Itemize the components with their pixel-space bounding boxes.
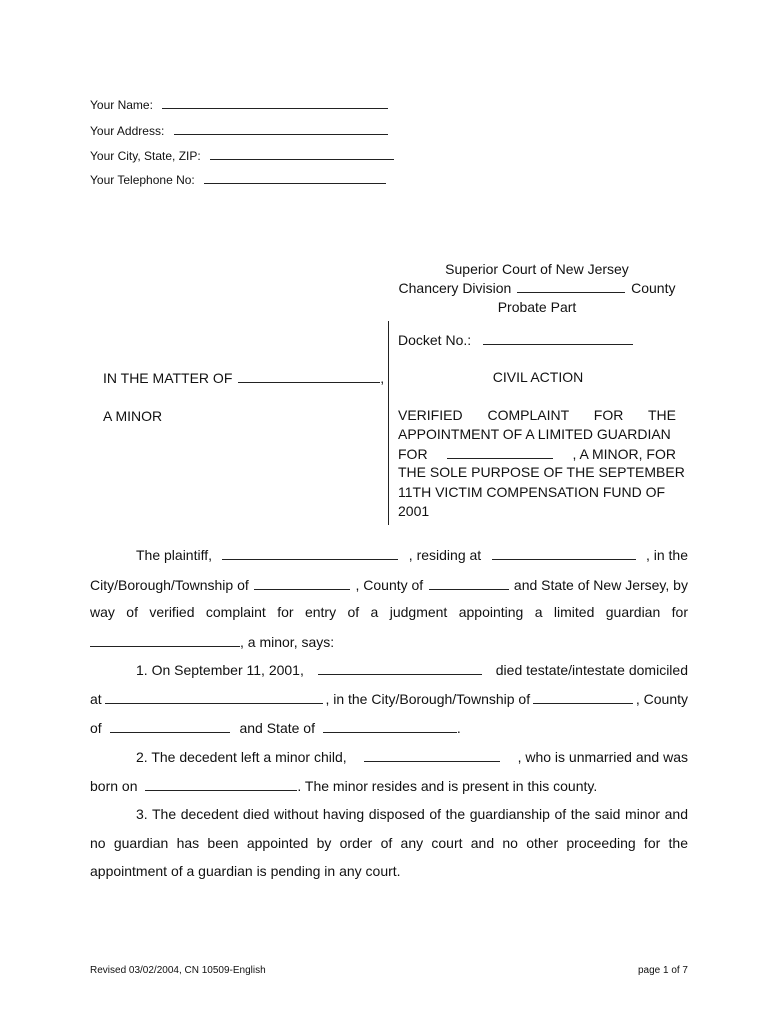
plaintiff-label: The plaintiff, bbox=[136, 547, 213, 563]
decedent-county-field[interactable] bbox=[110, 719, 230, 733]
your-city-row bbox=[90, 148, 394, 164]
minor-name-field[interactable] bbox=[447, 445, 553, 459]
your-phone-field[interactable] bbox=[204, 172, 386, 184]
plaintiff-county-field[interactable] bbox=[429, 576, 509, 590]
caption-divider bbox=[388, 321, 389, 525]
page-number: page 1 of 7 bbox=[637, 965, 688, 976]
your-city-label: Your City, State, ZIP: bbox=[90, 149, 201, 163]
your-name-field[interactable] bbox=[162, 97, 388, 109]
unmarried-label: , who is unmarried and was bbox=[517, 749, 688, 765]
minor-child-field[interactable] bbox=[364, 748, 500, 762]
verified-line-3 bbox=[398, 445, 676, 462]
guardian-minor-field[interactable] bbox=[90, 633, 240, 647]
court-name: Superior Court of New Jersey bbox=[445, 261, 629, 277]
civil-action: CIVIL ACTION bbox=[492, 369, 584, 385]
body-line-2 bbox=[90, 576, 688, 593]
county-field[interactable] bbox=[517, 280, 625, 293]
item-1-line-1 bbox=[136, 661, 688, 678]
item-1-date-label: 1. On September 11, 2001, bbox=[136, 662, 304, 678]
body-line-4 bbox=[90, 633, 334, 650]
decedent-address-field[interactable] bbox=[105, 690, 323, 704]
state-label: and State of New Jersey, by bbox=[513, 577, 688, 593]
at-label: at bbox=[90, 691, 102, 707]
docket-row bbox=[398, 331, 633, 348]
docket-label: Docket No.: bbox=[398, 332, 472, 348]
your-address-field[interactable] bbox=[174, 123, 388, 135]
item-1-line-2 bbox=[90, 690, 688, 707]
period: . bbox=[456, 720, 461, 736]
residing-field[interactable] bbox=[492, 546, 636, 560]
residing-label: , residing at bbox=[408, 547, 482, 563]
in-the-label: , in the bbox=[645, 547, 688, 563]
decedent-county-label: , County bbox=[635, 691, 688, 707]
city-borough-label: City/Borough/Township of bbox=[90, 577, 249, 593]
your-address-row bbox=[90, 123, 388, 139]
division-label: Chancery Division bbox=[398, 280, 512, 296]
item-3-line-1: 3. The decedent died without having disposed of the guardianship of the said minor and bbox=[136, 806, 688, 822]
body-line-1 bbox=[136, 546, 688, 563]
probate-part: Probate Part bbox=[497, 299, 577, 315]
decedent-state-field[interactable] bbox=[323, 719, 457, 733]
your-city-field[interactable] bbox=[210, 148, 394, 160]
minor-child-label: 2. The decedent left a minor child, bbox=[136, 749, 347, 765]
item-2-line-2 bbox=[90, 777, 597, 794]
verified-line-5: 11TH VICTIM COMPENSATION FUND OF bbox=[398, 484, 666, 500]
matter-label: IN THE MATTER OF bbox=[103, 370, 233, 386]
item-2-line-1 bbox=[136, 748, 688, 765]
item-3-line-3: appointment of a guardian is pending in any court. bbox=[90, 863, 401, 879]
died-label: died testate/intestate domiciled bbox=[495, 662, 688, 678]
minor-resides-label: . The minor resides and is present in this county. bbox=[297, 778, 598, 794]
docket-field[interactable] bbox=[483, 331, 633, 345]
your-name-label: Your Name: bbox=[90, 98, 153, 112]
birth-date-field[interactable] bbox=[145, 777, 297, 791]
and-state-of-label: and State of bbox=[239, 720, 315, 736]
matter-row bbox=[103, 369, 384, 386]
decedent-name-field[interactable] bbox=[318, 661, 482, 675]
minor-says-label: , a minor, says: bbox=[240, 634, 335, 650]
verified-line-2: APPOINTMENT OF A LIMITED GUARDIAN bbox=[398, 426, 671, 442]
court-division bbox=[396, 279, 678, 298]
your-phone-label: Your Telephone No: bbox=[90, 173, 195, 187]
decedent-city-label: , in the City/Borough/Township of bbox=[325, 691, 531, 707]
your-name-row bbox=[90, 97, 388, 113]
minor-label: A MINOR bbox=[103, 408, 163, 424]
verified-line-4: THE SOLE PURPOSE OF THE SEPTEMBER bbox=[398, 464, 685, 480]
county-of-label: , County of bbox=[355, 577, 424, 593]
item-1-line-3 bbox=[90, 719, 461, 736]
matter-comma: , bbox=[380, 370, 385, 386]
your-address-label: Your Address: bbox=[90, 124, 165, 138]
of-label: of bbox=[90, 720, 102, 736]
matter-name-field[interactable] bbox=[238, 369, 380, 383]
body-line-3: way of verified complaint for entry of a judgment appointing a limited guardian for bbox=[90, 604, 688, 620]
plaintiff-city-field[interactable] bbox=[254, 576, 350, 590]
born-on-label: born on bbox=[90, 778, 138, 794]
revision-note: Revised 03/02/2004, CN 10509-English bbox=[90, 965, 266, 976]
county-label: County bbox=[631, 280, 676, 296]
decedent-city-field[interactable] bbox=[533, 690, 633, 704]
item-3-line-2: no guardian has been appointed by order of any court and no other proceeding for the bbox=[90, 835, 688, 851]
verified-line-6: 2001 bbox=[398, 503, 430, 519]
verified-line-1: VERIFIED COMPLAINT FOR THE bbox=[398, 407, 676, 423]
your-phone-row bbox=[90, 172, 386, 188]
verified-minor-label: , A MINOR, FOR bbox=[572, 446, 676, 462]
plaintiff-name-field[interactable] bbox=[222, 546, 398, 560]
verified-for-label: FOR bbox=[398, 446, 428, 462]
